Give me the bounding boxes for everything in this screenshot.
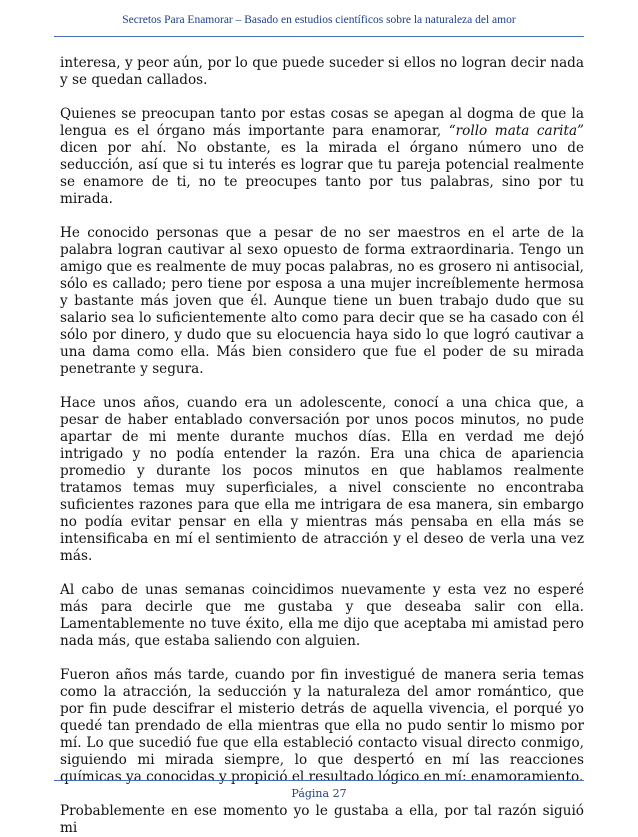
footer-divider — [54, 780, 584, 781]
paragraph-2 — [60, 106, 584, 208]
paragraph-6: Fueron años más tarde, cuando por fin investigué de manera seria temas como la atracción, la seducción y la naturaleza del amor romántico, que por fin pude descifrar el misterio detrás de aquella vivencia, el porqué yo quedé tan prendado de ella mientras que ella no pudo sentir lo mismo por mí. Lo que sucedió fue que ella estableció contacto visual directo conmigo, siguiendo mi mirada siempre, lo que despertó en mí las reacciones químicas ya conocidas y propició el resultado lógico en mí: enamoramiento. — [60, 667, 584, 785]
paragraph-7: Probablemente en ese momento yo le gustaba a ella, por tal razón siguió mi — [60, 803, 584, 836]
paragraph-2-quote: “rollo mata carita” — [448, 123, 584, 139]
page-body — [60, 55, 584, 837]
paragraph-2-text-start: Quienes se preocupan tanto por estas cosas se apegan al dogma de que la lengua es el órgano más importante para enamorar, — [60, 106, 584, 139]
header-divider — [54, 36, 584, 37]
page-number: Página 27 — [291, 787, 347, 800]
paragraph-3: He conocido personas que a pesar de no ser maestros en el arte de la palabra logran cautivar al sexo opuesto de forma extraordinaria. Tengo un amigo que es realmente de muy pocas palabras, no es grosero ni antisocial, sólo es callado; pero tiene por esposa a una mujer increíblemente hermosa y bastante más joven que él. Aunque tiene un buen trabajo dudo que su salario sea lo suficientemente alto como para decir que se ha casado con él sólo por dinero, y dudo que su elocuencia haya sido lo que logró cautivar a una dama como ella. Más bien considero que fue el poder de su mirada penetrante y segura. — [60, 225, 584, 377]
page-header-title: Secretos Para Enamorar – Basado en estudios científicos sobre la naturaleza del amor — [122, 14, 516, 26]
paragraph-5: Al cabo de unas semanas coincidimos nuevamente y esta vez no esperé más para decirle que me gustaba y que deseaba salir con ella. Lamentablemente no tuve éxito, ella me dijo que aceptaba mi amistad pero nada más, que estaba saliendo con alguien. — [60, 582, 584, 649]
paragraph-4: Hace unos años, cuando era un adolescente, conocí a una chica que, a pesar de haber entablado conversación por unos pocos minutos, no pude apartar de mi mente durante muchos días. Ella en verdad me dejó intrigado y no podía entender la razón. Era una chica de apariencia promedio y durante los pocos minutos en que hablamos realmente tratamos temas muy superficiales, a nivel consciente no encontraba suficientes razones para que ella me intrigara de esa manera, sin embargo no podía evitar pensar en ella y mientras más pensaba en ella más se intensificaba en mí el sentimiento de atracción y el deseo de verla una vez más. — [60, 395, 584, 564]
paragraph-2-text-end: dicen por ahí. No obstante, es la mirada el órgano número uno de seducción, así que si tu interés es lograr que tu pareja potencial realmente se enamore de ti, no te preocupes tanto por tus palabras, sino por tu mirada. — [60, 140, 584, 207]
paragraph-1: interesa, y peor aún, por lo que puede suceder si ellos no logran decir nada y se quedan callados. — [60, 55, 584, 88]
